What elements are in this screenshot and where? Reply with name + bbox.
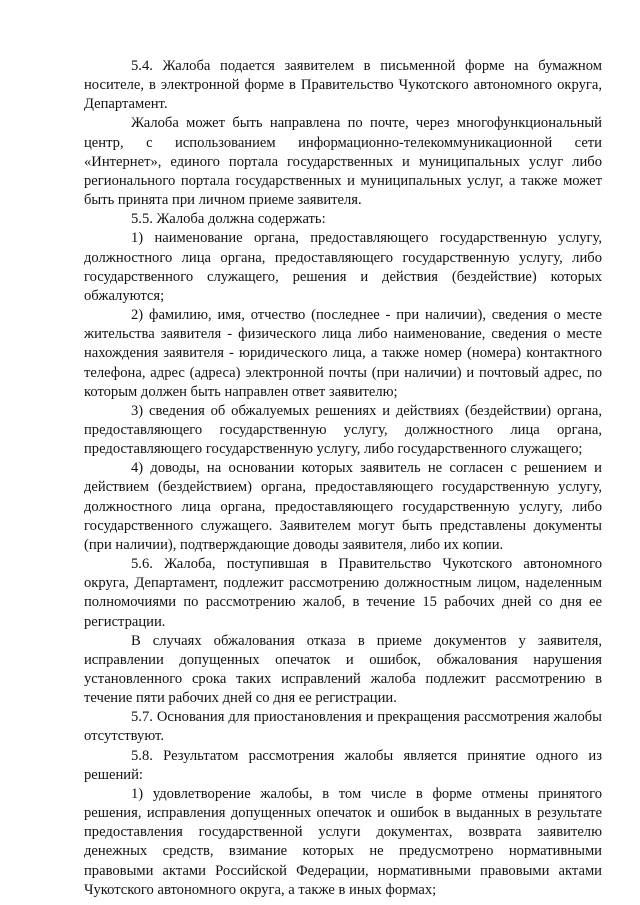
- paragraph-5-5: 5.5. Жалоба должна содержать:: [131, 211, 326, 228]
- paragraph-5-6: 5.6. Жалоба, поступившая в Правительство Чукотского автономного округа, Департамент, подлежит рассмотрению должностным лицом, наделенным полномочиями по рассмотрению жалоб, в течение 15 рабочих дней со дня ее регистрации.: [84, 556, 602, 630]
- paragraph-refusal-appeal: В случаях обжалования отказа в приеме документов у заявителя, исправлении допущенных опечаток и ошибок, обжалования нарушения установленного срока таких исправлений жалоба подлежит рассмотрению в течение пяти рабочих дней со дня ее регистрации.: [84, 632, 602, 707]
- list-item-5-8-1: 1) удовлетворение жалобы, в том числе в форме отмены принятого решения, исправления допущенных опечаток и ошибок в выданных в результате предоставления государственной услуги документах, возврата заявителю денежных средств, взимание которых не предусмотрено нормативными правовыми актами Российской Федерации, нормативными правовыми актами Чукотского автономного округа, а также в иных формах;: [84, 785, 602, 898]
- paragraph-5-4: 5.4. Жалоба подается заявителем в письменной форме на бумажном носителе, в электронной форме в Правительство Чукотского автономного округа, Департамент.: [84, 58, 602, 113]
- paragraph-5-7: 5.7. Основания для приостановления и прекращения рассмотрения жалобы отсутствуют.: [84, 709, 602, 745]
- list-item-5-5-4: 4) доводы, на основании которых заявитель не согласен с решением и действием (бездействием) органа, предоставляющего государственную услугу, должностного лица органа, предоставляющего государственную услугу, либо государственного служащего. Заявителем могут быть представлены документы (при наличии), подтверждающие доводы заявителя, либо их копии.: [84, 460, 602, 553]
- list-item-5-5-3: 3) сведения об обжалуемых решениях и действиях (бездействии) органа, предоставляющего государственную услугу, должностного лица органа, предоставляющего государственную услугу, либо государственного служащего;: [84, 402, 602, 458]
- paragraph-mail-submission: Жалоба может быть направлена по почте, через многофункциональный центр, с использованием информационно-телекоммуникационной сети «Интернет», единого портала государственных и муниципальных услуг либо регионального портала государственных и муниципальных услуг, а также может быть принята при личном приеме заявителя.: [84, 115, 602, 209]
- document-page: [84, 57, 602, 900]
- paragraph-5-8: 5.8. Результатом рассмотрения жалобы является принятие одного из решений:: [84, 747, 602, 783]
- list-item-5-5-1: 1) наименование органа, предоставляющего государственную услугу, должностного лица органа, предоставляющего государственную услугу, либо государственного служащего, решения и действия (бездействие) которых обжалуются;: [84, 230, 602, 304]
- list-item-5-5-2: 2) фамилию, имя, отчество (последнее - при наличии), сведения о месте жительства заявителя - физического лица либо наименование, сведения о месте нахождения заявителя - юридического лица, а также номер (номера) контактного телефона, адрес (адреса) электронной почты (при наличии) и почтовый адрес, по которым должен быть направлен ответ заявителю;: [84, 307, 602, 400]
